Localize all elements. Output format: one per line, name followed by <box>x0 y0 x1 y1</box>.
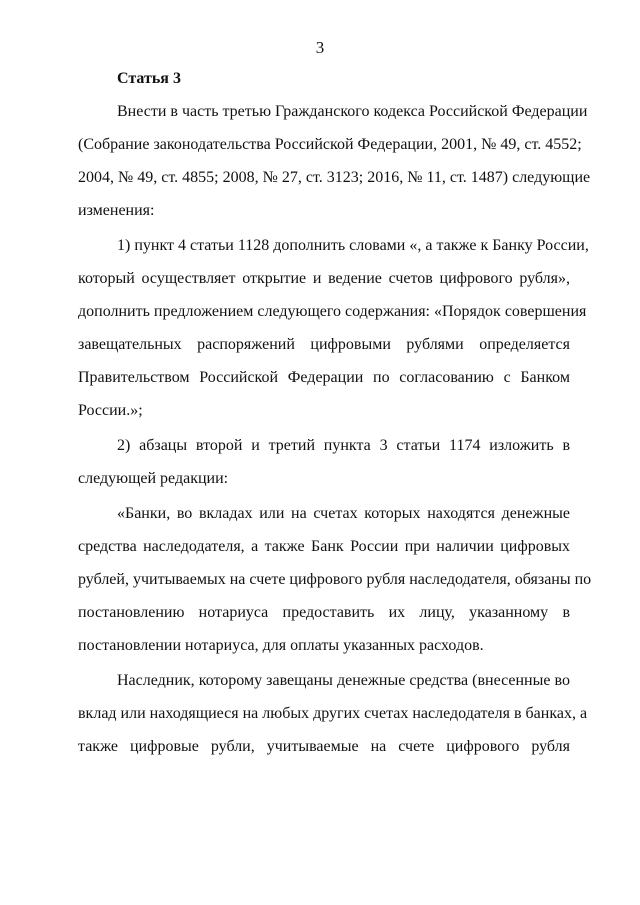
paragraph-heir <box>78 671 588 756</box>
text-line: (Собрание законодательства Российской Федерации, 2001, № 49, ст. 4552; <box>78 136 582 153</box>
text-line: постановлении нотариуса, для оплаты указанных расходов. <box>78 637 484 654</box>
paragraph-intro <box>78 102 591 220</box>
text-line: «Банки, во вкладах или на счетах которых находятся денежные <box>117 505 570 522</box>
text-line: 2004, № 49, ст. 4855; 2008, № 27, ст. 3123; 2016, № 11, ст. 1487) следующие <box>78 169 591 186</box>
article-title: Статья 3 <box>117 70 181 87</box>
text-line: рублей, учитываемых на счете цифрового рубля наследодателя, обязаны по <box>78 571 592 588</box>
text-line: завещательных распоряжений цифровыми рублями определяется <box>78 336 570 353</box>
text-line: России.»; <box>78 402 143 419</box>
text-line: 2) абзацы второй и третий пункта 3 статьи 1174 изложить в <box>117 437 570 454</box>
page-number: 3 <box>315 38 325 57</box>
text-line: изменения: <box>78 202 155 219</box>
text-line: Правительством Российской Федерации по согласованию с Банком <box>78 369 570 386</box>
text-line: Наследник, которому завещаны денежные средства (внесенные во <box>117 672 570 689</box>
text-line: вклад или находящиеся на любых других счетах наследодателя в банках, а <box>78 705 588 722</box>
paragraph-quote-banks <box>78 504 592 655</box>
text-line: также цифровые рубли, учитываемые на счете цифрового рубля <box>78 738 570 755</box>
text-line: который осуществляет открытие и ведение счетов цифрового рубля», <box>78 270 570 287</box>
article-body <box>78 102 592 770</box>
paragraph-item-2 <box>78 436 570 488</box>
text-line: 1) пункт 4 статьи 1128 дополнить словами «, а также к Банку России, <box>117 237 589 254</box>
text-line: дополнить предложением следующего содержания: «Порядок совершения <box>78 303 587 320</box>
text-line: Внести в часть третью Гражданского кодекса Российской Федерации <box>117 103 588 120</box>
text-line: следующей редакции: <box>78 470 229 487</box>
paragraph-item-1 <box>78 236 589 420</box>
text-line: средства наследодателя, а также Банк России при наличии цифровых <box>78 538 570 555</box>
text-line: постановлению нотариуса предоставить их лицу, указанному в <box>78 604 570 621</box>
